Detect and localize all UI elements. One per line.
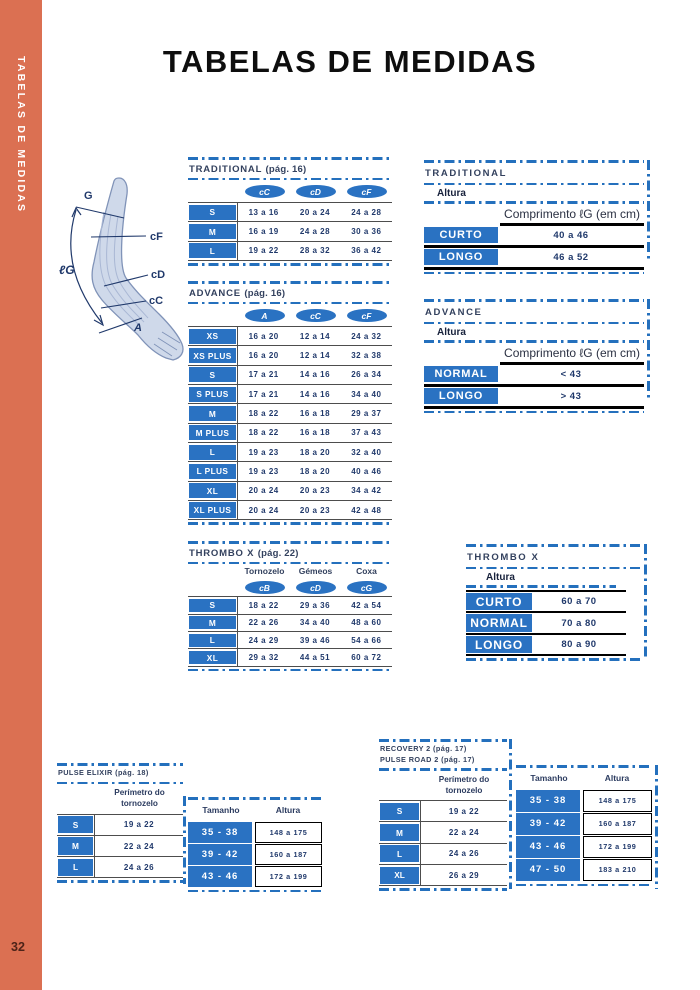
table-row <box>466 592 626 614</box>
value-cell: 20 a 23 <box>299 505 331 515</box>
dash-divider <box>424 272 644 275</box>
table-row <box>424 248 644 270</box>
height-value-cell: 160 a 187 <box>255 844 322 865</box>
value-cell: 19 a 22 <box>123 820 155 830</box>
size-label: XL <box>380 867 419 884</box>
section-title-text: ADVANCE <box>189 287 241 299</box>
dash-divider <box>424 411 644 414</box>
recovery-title-line2: PULSE ROAD 2 (pág. 17) <box>380 754 475 764</box>
size-label: L <box>58 859 93 876</box>
table-row <box>188 404 392 423</box>
comprimento-label: Comprimento ℓG (em cm) <box>500 204 644 226</box>
value-cell: 13 a 16 <box>248 207 279 217</box>
sizes-header-row <box>516 768 652 790</box>
shoe-size-cell: 39 - 42 <box>516 813 580 835</box>
value-cell: 16 a 19 <box>248 227 279 237</box>
value-cell: 12 a 14 <box>299 351 331 361</box>
length-grid <box>466 590 626 657</box>
value-cell: 12 a 14 <box>299 331 331 341</box>
value-cell: 24 a 29 <box>248 635 279 645</box>
col-header-cell <box>341 581 392 595</box>
page-number: 32 <box>11 940 25 954</box>
table-row <box>188 203 392 222</box>
value-cell: 80 a 90 <box>561 639 597 651</box>
size-label-cell <box>188 615 238 631</box>
recovery-title <box>379 742 507 766</box>
size-label-cell <box>188 462 238 480</box>
page-title: TABELAS DE MEDIDAS <box>162 44 538 79</box>
dash-divider <box>188 890 322 893</box>
cc-oval-badge: cC <box>245 185 285 199</box>
dash-divider <box>188 302 392 305</box>
label-cd: cD <box>151 269 166 281</box>
value-cell: 18 a 22 <box>248 600 279 610</box>
size-label: L <box>189 243 236 258</box>
value-cell: 60 a 70 <box>561 596 597 608</box>
a-oval-badge: A <box>245 309 285 323</box>
value-cell: 29 a 37 <box>351 409 382 419</box>
dash-divider-vertical <box>647 299 650 398</box>
size-label-cell <box>188 242 238 260</box>
value-cell: 16 a 20 <box>248 331 279 341</box>
section-page-ref: (pág. 16) <box>265 163 307 175</box>
value-cell: 20 a 24 <box>248 486 279 496</box>
dash-divider-vertical <box>183 796 186 884</box>
col-header-cell <box>239 185 290 199</box>
size-label: L <box>189 634 236 647</box>
section-title-text: THROMBO X <box>189 547 255 559</box>
label-g: G <box>84 190 93 202</box>
measurement-grid <box>188 202 392 261</box>
group-header: Tornozelo <box>244 566 285 577</box>
value-cell: 14 a 16 <box>299 389 331 399</box>
size-label: M <box>189 224 236 239</box>
col-header-cell <box>239 309 290 323</box>
table-row <box>188 327 392 346</box>
col-header-cell <box>341 309 392 323</box>
value-cell: 22 a 24 <box>123 841 155 851</box>
col-header-cell <box>239 581 290 595</box>
table-row <box>57 815 183 836</box>
height-value-cell: 148 a 175 <box>255 822 322 843</box>
value-cell: 16 a 18 <box>299 409 331 419</box>
height-value-cell: 172 a 199 <box>583 836 652 858</box>
size-label-cell <box>188 597 238 613</box>
value-cell: 18 a 22 <box>248 428 279 438</box>
size-label: M PLUS <box>189 425 236 440</box>
header-spacer <box>188 566 239 579</box>
value-cell: 34 a 40 <box>299 618 331 628</box>
size-label-cell <box>188 632 238 648</box>
comprimento-label: Comprimento ℓG (em cm) <box>500 343 644 365</box>
advance-girth-title <box>188 284 392 302</box>
col-header-cell <box>290 185 341 199</box>
value-cell: 32 a 40 <box>351 447 382 457</box>
section-page-ref: (pág. 16) <box>244 287 286 299</box>
table-row <box>516 836 652 858</box>
dash-divider <box>466 658 640 661</box>
size-label: L PLUS <box>189 464 236 479</box>
length-label-cell: CURTO <box>424 227 498 243</box>
measurement-grid <box>379 800 507 886</box>
perimetro-header: Perímetro do tornozelo <box>114 788 165 808</box>
value-cell: 36 a 42 <box>351 246 382 256</box>
value-cell: 22 a 24 <box>448 828 480 838</box>
lg-arrowhead-top <box>72 208 81 217</box>
value-cell: 16 a 20 <box>248 351 279 361</box>
table-row <box>188 501 392 519</box>
cb-oval-badge: cB <box>245 581 285 595</box>
table-row <box>188 366 392 385</box>
table-row <box>188 242 392 260</box>
table-row <box>188 482 392 501</box>
value-cell: 24 a 26 <box>123 862 155 872</box>
value-cell: 19 a 22 <box>248 246 279 256</box>
cg-oval-badge: cG <box>347 581 387 595</box>
perimetro-header: Perímetro do tornozelo <box>438 774 490 795</box>
value-cell: 34 a 40 <box>351 389 382 399</box>
tamanho-header: Tamanho <box>530 772 568 783</box>
altura-header: Altura <box>604 772 630 783</box>
cd-oval-badge: cD <box>296 581 336 595</box>
table-row <box>516 813 652 835</box>
size-label-cell <box>379 822 421 842</box>
altura-header: Altura <box>275 804 301 815</box>
value-cell: 17 a 21 <box>248 389 279 399</box>
size-label-cell <box>188 649 238 665</box>
size-label-cell <box>188 404 238 422</box>
dash-divider <box>379 888 507 891</box>
section-page-ref: (pág. 22) <box>257 547 299 559</box>
value-cell: 18 a 22 <box>248 409 279 419</box>
value-cell: 60 a 72 <box>351 653 382 663</box>
sidebar-vertical-label: TABELAS DE MEDIDAS <box>15 56 27 214</box>
shoe-size-cell: 43 - 46 <box>188 866 252 887</box>
size-label-cell <box>379 801 421 821</box>
length-label-cell: LONGO <box>466 636 532 654</box>
value-cell: 22 a 26 <box>248 618 279 628</box>
length-label-cell: NORMAL <box>466 614 532 632</box>
value-cell: < 43 <box>560 368 582 380</box>
arm-illustration <box>54 174 196 366</box>
section-title-text: TRADITIONAL <box>189 163 263 175</box>
size-label-cell <box>379 844 421 864</box>
size-label-cell <box>188 346 238 364</box>
height-value-cell: 148 a 175 <box>583 790 652 812</box>
cd-oval-badge: cD <box>296 185 336 199</box>
shoe-size-cell: 47 - 50 <box>516 859 580 881</box>
dash-divider <box>466 585 616 588</box>
traditional-girth-table <box>188 157 392 266</box>
size-label-cell <box>188 327 238 345</box>
height-value-cell: 160 a 187 <box>583 813 652 835</box>
measurement-grid <box>57 814 183 879</box>
value-cell: 37 a 43 <box>351 428 382 438</box>
measurement-grid <box>188 596 392 667</box>
traditional-girth-title <box>188 160 392 178</box>
size-label: S <box>58 816 93 833</box>
size-label-cell <box>188 443 238 461</box>
size-label-cell <box>188 385 238 403</box>
label-cf: cF <box>150 231 163 243</box>
dash-divider-vertical <box>644 544 647 658</box>
table-row <box>188 844 322 865</box>
length-label-cell: NORMAL <box>424 366 498 382</box>
col-header-cell <box>341 185 392 199</box>
value-cell: 29 a 36 <box>299 600 331 610</box>
table-row <box>188 866 322 887</box>
group-header: Coxa <box>356 566 377 577</box>
col-header-cell <box>290 581 341 595</box>
table-row <box>424 387 644 409</box>
value-cell: 28 a 32 <box>299 246 331 256</box>
value-cell: 17 a 21 <box>248 370 279 380</box>
label-lg: ℓG <box>59 263 75 277</box>
group-header-row <box>188 566 392 579</box>
value-cell: 19 a 22 <box>448 806 480 816</box>
length-label-cell: LONGO <box>424 388 498 404</box>
pulse-elixir-title <box>57 766 183 779</box>
group-header: Gémeos <box>298 566 333 577</box>
lg-arrowhead-bottom <box>94 315 103 325</box>
table-row <box>516 859 652 881</box>
dash-divider-vertical <box>509 739 512 889</box>
value-cell: 44 a 51 <box>299 653 331 663</box>
table-row <box>379 844 507 865</box>
col-header-cell <box>290 309 341 323</box>
value-cell: 46 a 52 <box>553 251 589 263</box>
value-cell: 40 a 46 <box>553 229 589 241</box>
sidebar-band <box>0 0 42 990</box>
advance-length-table <box>424 299 644 413</box>
cf-oval-badge: cF <box>347 185 387 199</box>
label-cc: cC <box>149 295 164 307</box>
value-cell: 20 a 24 <box>299 207 331 217</box>
table-row <box>188 462 392 481</box>
table-row <box>188 632 392 649</box>
table-row <box>57 836 183 857</box>
size-label: M <box>189 616 236 629</box>
table-row <box>188 822 322 843</box>
pulse-elixir-table <box>57 763 183 883</box>
value-cell: 54 a 66 <box>351 635 382 645</box>
value-cell: 40 a 46 <box>351 466 382 476</box>
table-row <box>188 222 392 241</box>
size-label: XS PLUS <box>189 348 236 363</box>
size-label-cell <box>57 836 95 856</box>
table-row <box>516 790 652 812</box>
size-label: XL <box>189 651 236 664</box>
value-cell: 24 a 28 <box>299 227 331 237</box>
dash-divider <box>516 884 652 887</box>
value-cell: 24 a 32 <box>351 331 382 341</box>
table-row <box>424 365 644 387</box>
size-label: XL <box>189 483 236 498</box>
cc-oval-badge: cC <box>296 309 336 323</box>
size-label: XS <box>189 329 236 344</box>
column-header-row <box>188 579 392 596</box>
value-cell: 29 a 32 <box>248 653 279 663</box>
altura-label: Altura <box>437 327 466 339</box>
value-cell: 19 a 23 <box>248 466 279 476</box>
altura-label: Altura <box>486 572 515 584</box>
recovery-title-line1: RECOVERY 2 (pág. 17) <box>380 744 467 754</box>
value-cell: 42 a 54 <box>351 600 382 610</box>
advance-length-title: ADVANCE <box>425 306 483 318</box>
size-label: S <box>380 803 419 820</box>
table-row <box>466 635 626 657</box>
table-row <box>57 857 183 877</box>
table-row <box>188 649 392 665</box>
section-title-text: PULSE ELIXIR <box>58 768 113 778</box>
value-cell: 14 a 16 <box>299 370 331 380</box>
label-a: A <box>134 322 142 334</box>
size-label: S <box>189 205 236 220</box>
size-label: S <box>189 367 236 382</box>
thrombo-girth-title <box>188 544 392 562</box>
recovery-sizes-table <box>516 765 652 886</box>
thrombo-girth-table <box>188 541 392 671</box>
shoe-size-cell: 43 - 46 <box>516 836 580 858</box>
thrombo-length-table <box>466 544 640 661</box>
value-cell: 30 a 36 <box>351 227 382 237</box>
value-cell: > 43 <box>560 390 582 402</box>
traditional-length-title: TRADITIONAL <box>425 167 507 179</box>
dash-divider-vertical <box>655 765 658 889</box>
table-row <box>188 424 392 443</box>
shoe-size-cell: 35 - 38 <box>188 822 252 843</box>
size-label-cell <box>57 857 95 877</box>
value-cell: 16 a 18 <box>299 428 331 438</box>
value-cell: 39 a 46 <box>299 635 331 645</box>
value-cell: 18 a 20 <box>299 447 331 457</box>
size-label-cell <box>188 482 238 500</box>
arm-measurement-diagram <box>54 174 196 366</box>
cf-oval-badge: cF <box>347 309 387 323</box>
section-page-ref: (pág. 18) <box>115 768 149 778</box>
size-label: M <box>380 824 419 841</box>
column-header-row <box>188 181 392 202</box>
value-cell: 20 a 23 <box>299 486 331 496</box>
size-label-cell <box>188 203 238 221</box>
length-label-cell: LONGO <box>424 249 498 265</box>
sizes-header-row <box>188 800 322 822</box>
value-cell: 70 a 80 <box>561 617 597 629</box>
thrombo-length-title: THROMBO X <box>467 551 540 563</box>
dash-divider <box>188 263 392 266</box>
value-cell: 20 a 24 <box>248 505 279 515</box>
column-header-row <box>188 305 392 326</box>
size-label: L <box>189 445 236 460</box>
size-label: M <box>189 406 236 421</box>
dash-divider-vertical <box>647 160 650 260</box>
dash-divider <box>188 178 392 181</box>
size-label-cell <box>57 815 95 835</box>
height-value-cell: 172 a 199 <box>255 866 322 887</box>
value-cell: 26 a 34 <box>351 370 382 380</box>
recovery-table <box>379 739 507 891</box>
table-row <box>188 385 392 404</box>
size-label: L <box>380 845 419 862</box>
advance-girth-table <box>188 281 392 525</box>
value-cell: 32 a 38 <box>351 351 382 361</box>
table-row <box>424 226 644 248</box>
table-row <box>379 865 507 885</box>
altura-label: Altura <box>437 188 466 200</box>
table-row <box>379 822 507 843</box>
table-row <box>188 346 392 365</box>
value-cell: 48 a 60 <box>351 618 382 628</box>
size-label-cell <box>188 222 238 240</box>
dash-divider <box>188 562 392 565</box>
table-row <box>466 613 626 635</box>
size-label-cell <box>379 865 421 885</box>
value-cell: 34 a 42 <box>351 486 382 496</box>
table-row <box>188 443 392 462</box>
dash-divider <box>57 880 183 883</box>
value-cell: 24 a 26 <box>448 849 480 859</box>
value-cell: 19 a 23 <box>248 447 279 457</box>
size-label: M <box>58 837 93 854</box>
shoe-size-cell: 39 - 42 <box>188 844 252 865</box>
size-label-cell <box>188 424 238 442</box>
value-cell: 18 a 20 <box>299 466 331 476</box>
height-value-cell: 183 a 210 <box>583 859 652 881</box>
measurement-grid <box>188 326 392 520</box>
length-label-cell: CURTO <box>466 593 532 611</box>
size-label: XL PLUS <box>189 502 236 517</box>
traditional-length-table <box>424 160 644 274</box>
table-row <box>379 801 507 822</box>
table-row <box>188 597 392 614</box>
size-label-cell <box>188 501 238 519</box>
dash-divider <box>188 669 392 672</box>
size-label: S PLUS <box>189 387 236 402</box>
size-label: S <box>189 599 236 612</box>
tamanho-header: Tamanho <box>202 804 240 815</box>
pulse-elixir-sizes-table <box>188 797 322 892</box>
value-cell: 26 a 29 <box>448 870 480 880</box>
value-cell: 42 a 48 <box>351 505 382 515</box>
shoe-size-cell: 35 - 38 <box>516 790 580 812</box>
dash-divider <box>188 522 392 525</box>
size-label-cell <box>188 366 238 384</box>
table-row <box>188 615 392 632</box>
value-cell: 24 a 28 <box>351 207 382 217</box>
